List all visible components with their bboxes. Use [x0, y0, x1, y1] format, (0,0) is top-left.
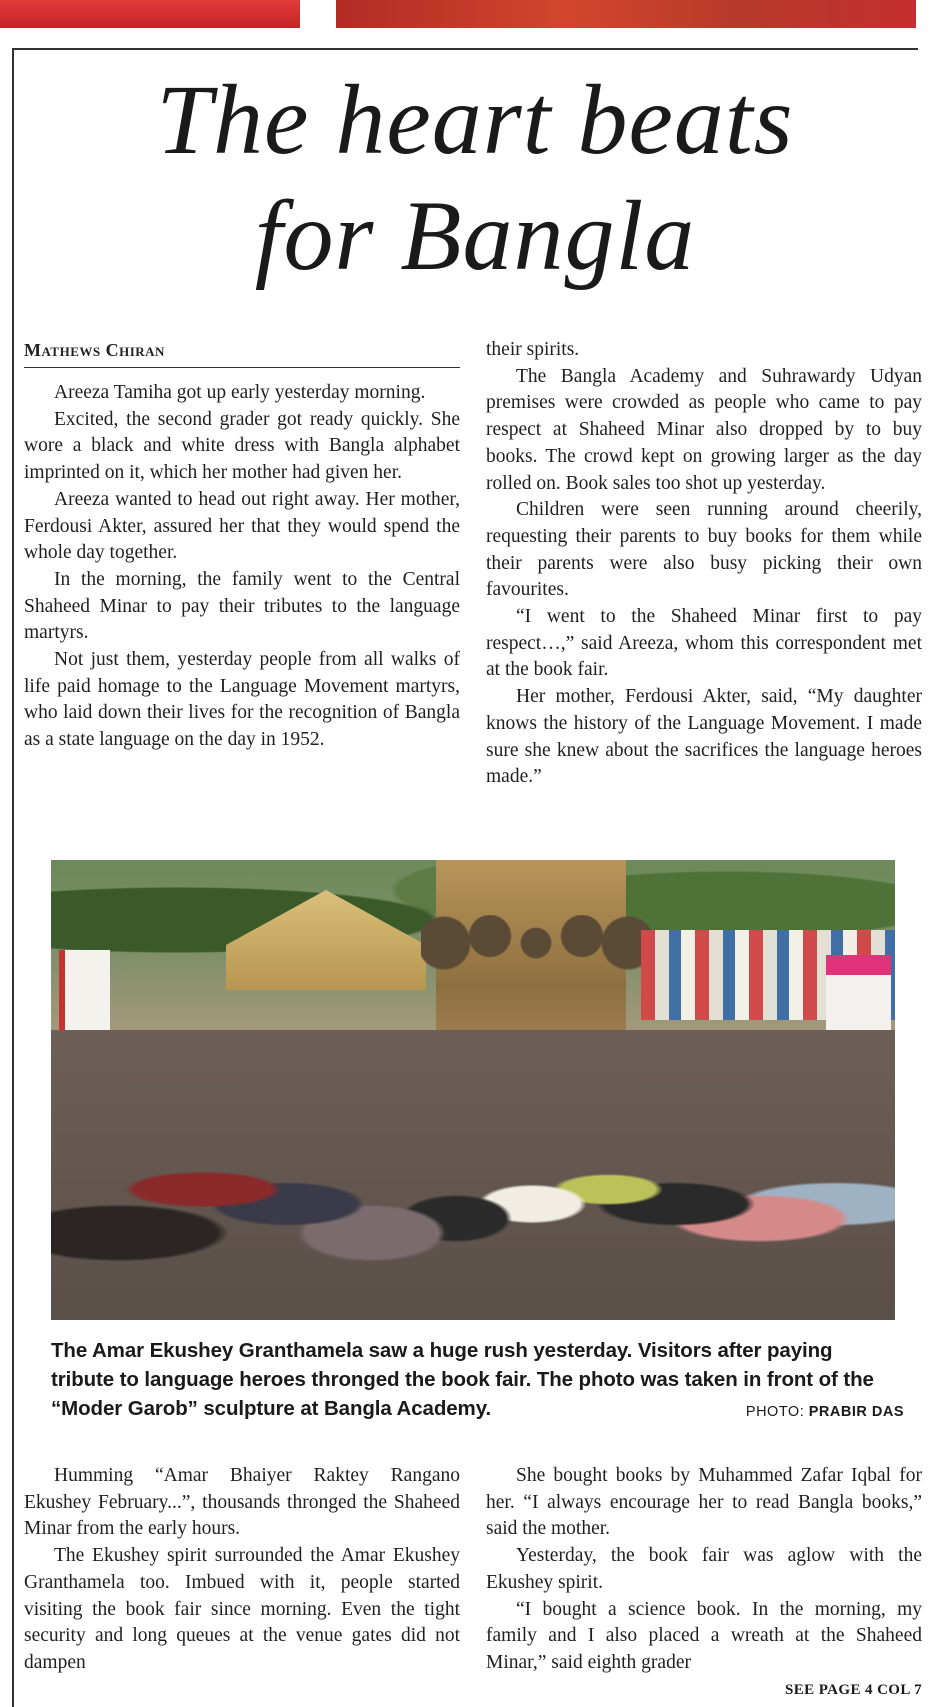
paragraph: their spirits.	[486, 339, 580, 360]
photo-credit-label: PHOTO:	[745, 1404, 805, 1420]
headline	[40, 62, 910, 294]
paragraph: She bought books by Muhammed Zafar Iqbal for her. “I always encourage her to read Bangla books,” said the mother.	[486, 1465, 922, 1540]
paragraph: Yesterday, the book fair was aglow with the Ekushey spirit.	[486, 1545, 922, 1593]
paragraph: Her mother, Ferdousi Akter, said, “My daughter knows the history of the Language Movement. I made sure she knew about the sacrifices the language heroes made.”	[486, 686, 922, 788]
column-1-bottom	[24, 1463, 460, 1677]
paragraph: Humming “Amar Bhaiyer Raktey Rangano Ekushey February...”, thousands thronged the Shaheed Minar from the early hours.	[24, 1465, 460, 1540]
left-rule	[12, 48, 14, 1707]
top-color-strip-left	[0, 0, 300, 28]
paragraph: Children were seen running around cheerily, requesting their parents to buy books for them while their parents were also busy picking their own favourites.	[486, 499, 922, 601]
paragraph: “I bought a science book. In the morning, my family and I also placed a wreath at the Shaheed Minar,” said eighth grader	[486, 1598, 922, 1673]
paragraph: Excited, the second grader got ready quickly. She wore a black and white dress with Bangla alphabet imprinted on it, which her mother had given her.	[24, 408, 460, 484]
paragraph: Areeza Tamiha got up early yesterday morning.	[54, 382, 426, 403]
jump-line: SEE PAGE 4 COL 7	[785, 1682, 922, 1698]
photo-credit-name: PRABIR DAS	[808, 1404, 904, 1420]
headline-line-1: The heart beats	[156, 64, 794, 175]
top-rule	[12, 48, 918, 50]
photo-crowd	[51, 1030, 895, 1320]
news-photo	[51, 860, 895, 1320]
column-1-top	[24, 380, 460, 754]
paragraph: The Ekushey spirit surrounded the Amar Ekushey Granthamela too. Imbued with it, people started visiting the book fair since morning. Even the tight security and long queues at the venue gates did not dampen	[24, 1545, 460, 1673]
byline: Mathews Chiran	[24, 340, 460, 368]
paragraph: The Bangla Academy and Suhrawardy Udyan premises were crowded as people who came to pay respect at Shaheed Minar also dropped by to buy books. The crowd kept on growing larger as the day rolled on. Book sales too shot up yesterday.	[486, 365, 922, 494]
headline-line-2: for Bangla	[254, 180, 696, 291]
paragraph: In the morning, the family went to the Central Shaheed Minar to pay their tributes to the language martyrs.	[24, 568, 460, 644]
paragraph: Areeza wanted to head out right away. Her mother, Ferdousi Akter, assured her that they would spend the whole day together.	[24, 488, 460, 564]
paragraph: Not just them, yesterday people from all walks of life paid homage to the Language Movement martyrs, who laid down their lives for the recognition of Bangla as a state language on the day in 1952.	[24, 649, 460, 751]
top-color-strip-right	[336, 0, 916, 28]
column-2-bottom	[486, 1463, 922, 1677]
photo-caption: The Amar Ekushey Granthamela saw a huge rush yesterday. Visitors after paying tribute to language heroes thronged the book fair. The photo was taken in front of the “Moder Garob” sculpture at Bangla Academy.	[51, 1339, 874, 1420]
photo-credit	[714, 1404, 904, 1420]
column-2-top	[486, 337, 922, 791]
paragraph: “I went to the Shaheed Minar first to pay respect…,” said Areeza, whom this correspondent met at the book fair.	[486, 606, 922, 681]
photo-statues	[421, 915, 651, 985]
